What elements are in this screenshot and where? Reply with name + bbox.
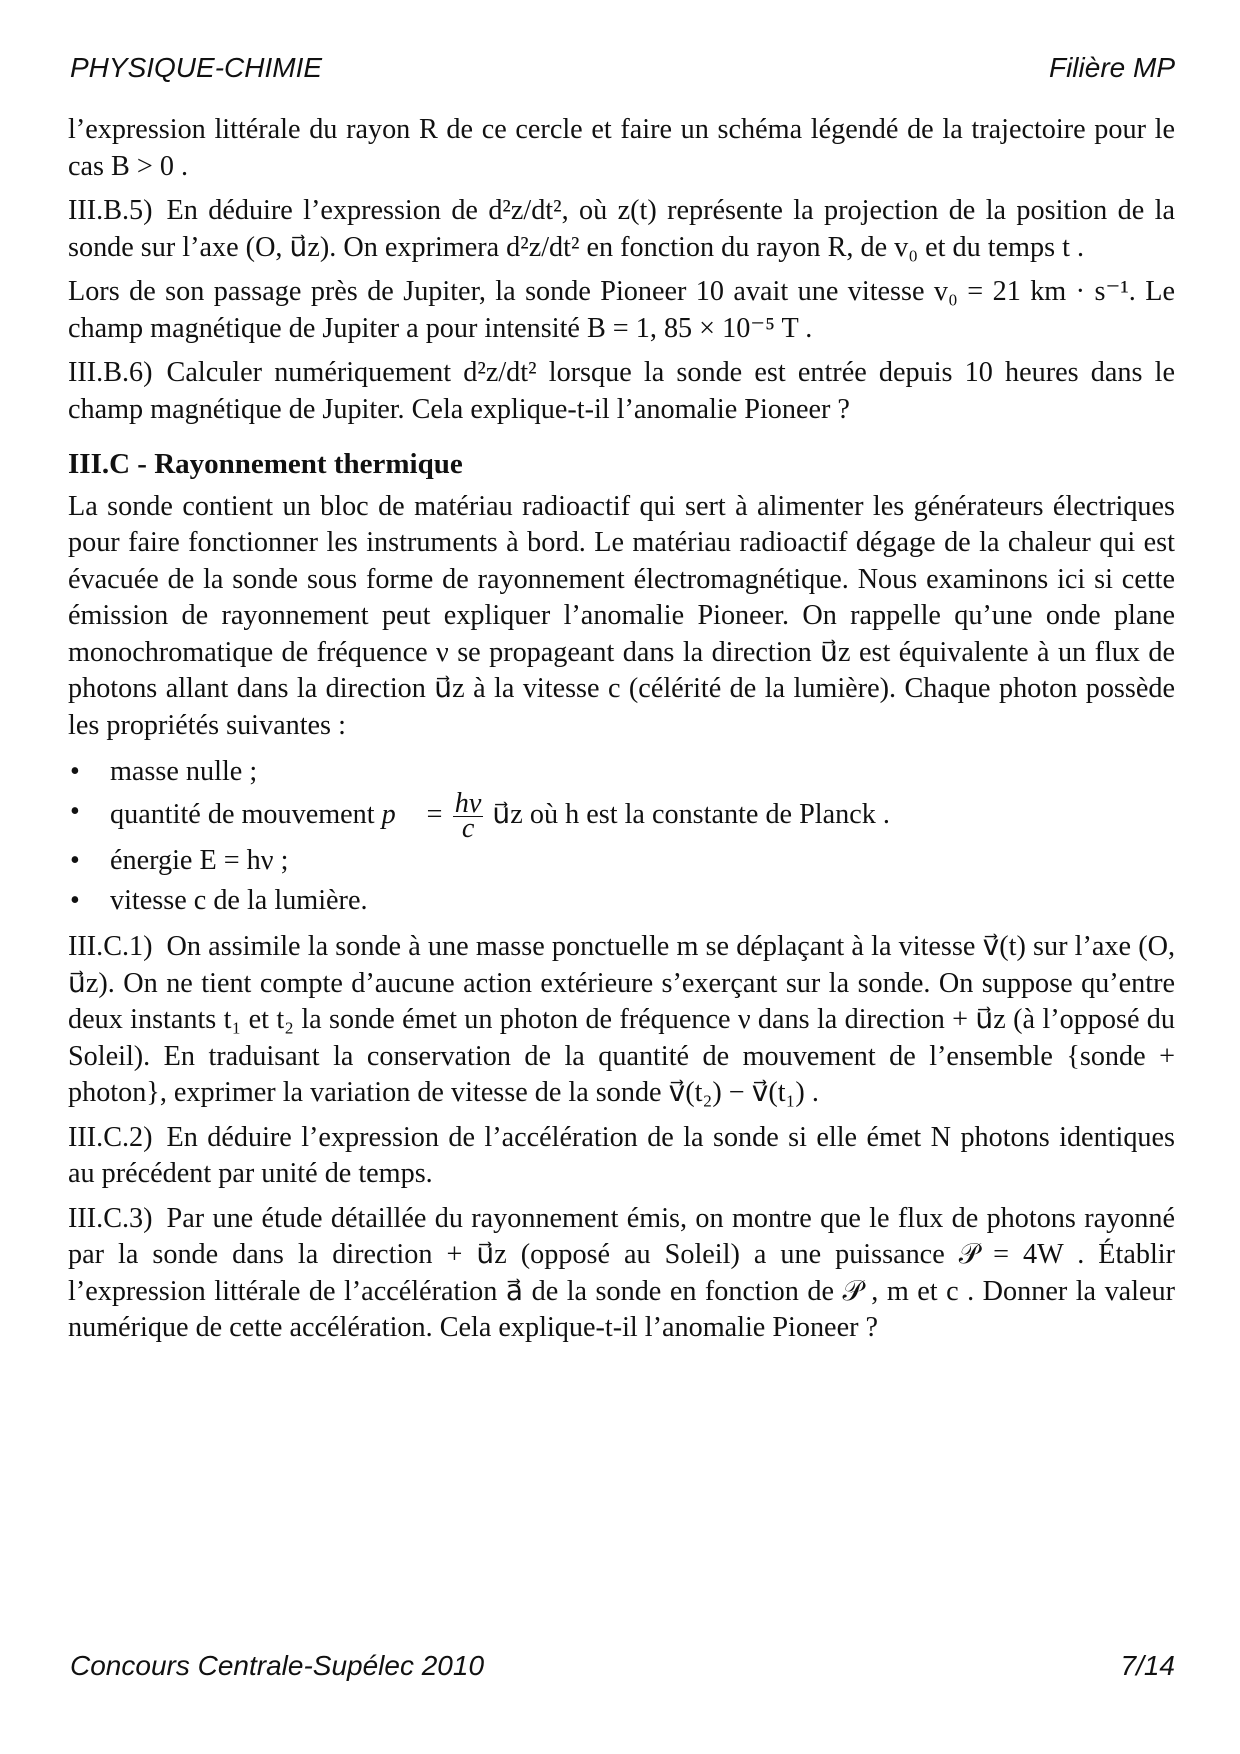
footer-contest: Concours Centrale-Supélec 2010 (70, 1650, 485, 1681)
question-text: En déduire l’expression de l’accélération de la sonde si elle émet N photons identiques au précédent par unité de temps. (68, 1121, 1175, 1189)
section-paragraph: La sonde contient un bloc de matériau radioactif qui sert à alimenter les générateurs électriques pour faire fonctionner les instruments à bord. Le matériau radioactif dégage de la chaleur qui est évacuée de la sonde sous forme de rayonnement électromagnétique. Nous examinons ici si cette émission de rayonnement peut expliquer l’anomalie Pioneer. On rappelle qu’une onde plane monochromatique de fréquence ν se propageant dans la direction u⃗z est équivalente à un flux de photons allant dans la direction u⃗z à la vitesse c (célérité de la lumière). Chaque photon possède les propriétés suivantes : (68, 490, 1175, 741)
question-label: III.C.3) (68, 1202, 153, 1234)
question-b6 (68, 355, 1175, 428)
list-item-label: quantité de mouvement (110, 798, 375, 830)
list-item: • vitesse c de la lumière. (68, 881, 1175, 921)
question-c3 (68, 1201, 1175, 1347)
question-label: III.B.6) (68, 357, 153, 388)
header-subject: PHYSIQUE-CHIMIE (70, 52, 323, 83)
question-text: On assimile la sonde à une masse ponctuelle m se déplaçant à la vitesse v⃗(t) sur l’axe (O, u⃗z). On ne tient compte d’aucune action extérieure s’exerçant sur la sonde. On suppose qu’entre deux instants t₁ et t₂ la sonde émet un photon de fréquence ν dans la direction + u⃗z (à l’opposé du Soleil). En traduisant la conservation de la quantité de mouvement de l’ensemble {sonde + photon}, exprimer la variation de vitesse de la sonde v⃗(t₂) − v⃗(t₁) . (68, 931, 1175, 1108)
list-item: • masse nulle ; (68, 752, 1175, 792)
question-label: III.C.2) (68, 1121, 153, 1153)
momentum-lhs: p⃗ = (381, 798, 444, 830)
question-text: Par une étude détaillée du rayonnement émis, on montre que le flux de photons rayonné par la sonde dans la direction + u⃗z (opposé au Soleil) a une puissance 𝒫 = 4W . Établir l’expression littérale de l’accélération a⃗ de la sonde en fonction de 𝒫 , m et c . Donner la valeur numérique de cette accélération. Cela explique-t-il l’anomalie Pioneer ? (68, 1202, 1175, 1343)
fraction-denominator: c (461, 813, 475, 844)
list-item (68, 788, 1175, 844)
section-title: III.C - Rayonnement thermique (68, 448, 463, 480)
question-c2 (68, 1120, 1175, 1193)
intro-paragraph: l’expression littérale du rayon R de ce cercle et faire un schéma légendé de la trajectoire pour le cas B > 0 . (68, 114, 1175, 182)
question-text: Calculer numériquement d²z/dt² lorsque la sonde est entrée depuis 10 heures dans le champ magnétique de Jupiter. Cela explique-t-il l’anomalie Pioneer ? (68, 357, 1175, 425)
question-label: III.B.5) (68, 195, 153, 226)
footer-page-number: 7/14 (1120, 1650, 1175, 1681)
momentum-fraction (453, 788, 484, 844)
page-body (68, 112, 1175, 1355)
list-item: • énergie E = hν ; (68, 841, 1175, 881)
question-c1 (68, 929, 1175, 1112)
fraction-numerator: hν (454, 788, 482, 819)
question-label: III.C.1) (68, 931, 153, 962)
photon-properties-list (68, 752, 1175, 921)
momentum-rhs: u⃗z où h est la constante de Planck . (492, 798, 890, 830)
jupiter-paragraph: Lors de son passage près de Jupiter, la sonde Pioneer 10 avait une vitesse v₀ = 21 km · s⁻¹. Le champ magnétique de Jupiter a pour intensité B = 1, 85 × 10⁻⁵ T . (68, 276, 1175, 344)
question-text: En déduire l’expression de d²z/dt², où z(t) représente la projection de la position de la sonde sur l’axe (O, u⃗z). On exprimera d²z/dt² en fonction du rayon R, de v₀ et du temps t . (68, 195, 1175, 263)
question-b5 (68, 193, 1175, 266)
header-track: Filière MP (1048, 52, 1175, 83)
